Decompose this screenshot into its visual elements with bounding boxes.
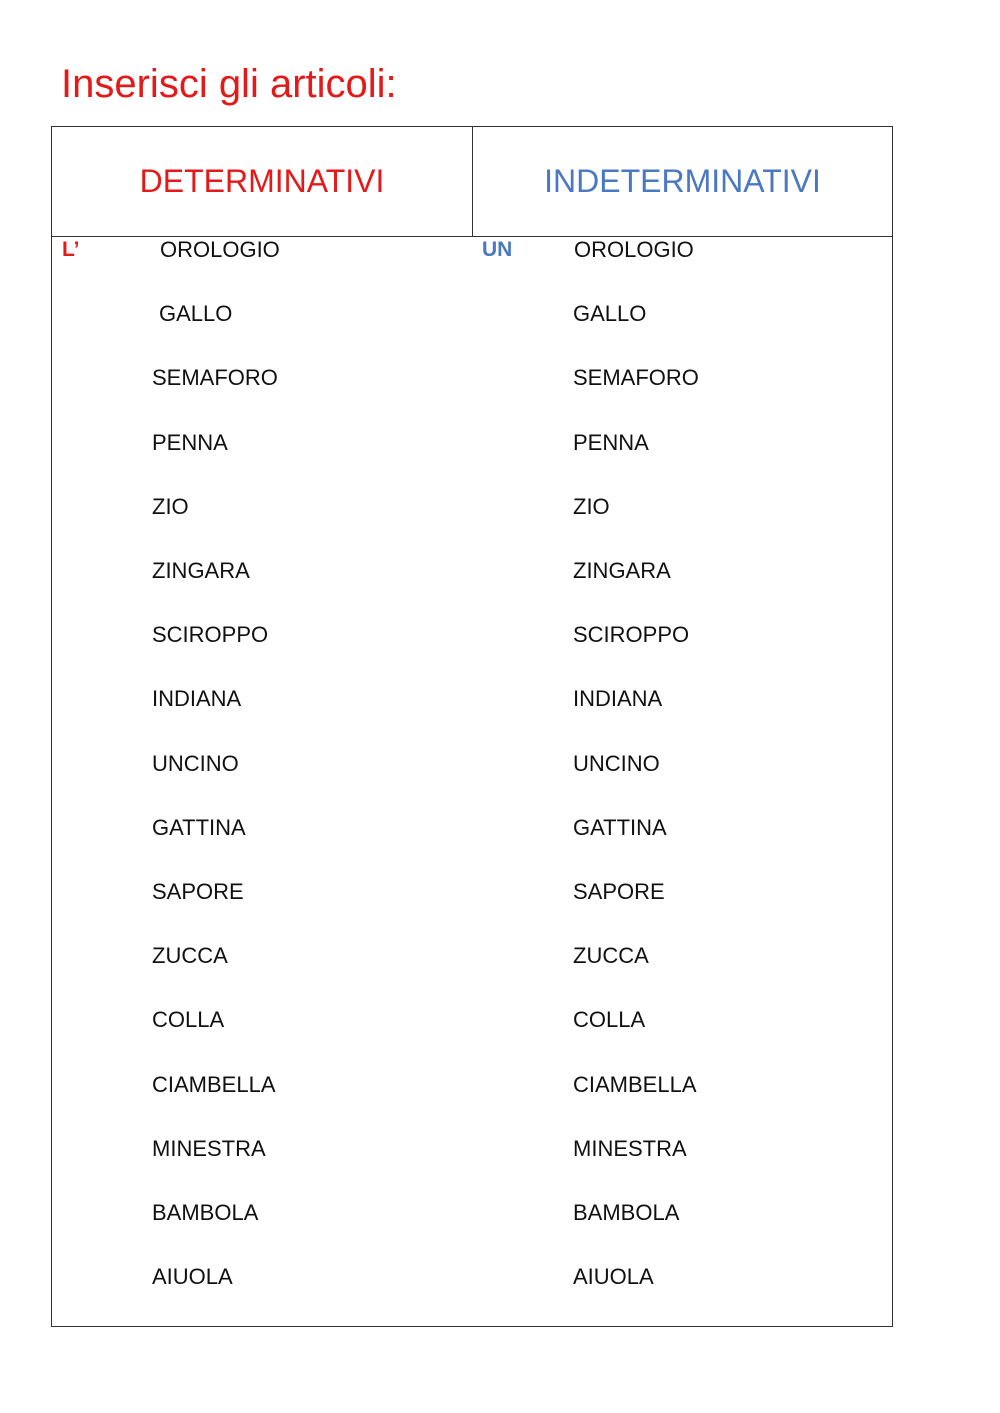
determinativi-header: DETERMINATIVI <box>52 127 473 236</box>
indeterminativi-word: SEMAFORO <box>573 365 699 390</box>
indeterminativi-word: SCIROPPO <box>573 622 690 647</box>
determinativi-word: AIUOLA <box>152 1264 233 1289</box>
table-header-row <box>52 127 892 237</box>
indeterminativi-word: GALLO <box>573 301 647 326</box>
indeterminativi-word: PENNA <box>573 430 649 455</box>
indeterminativi-word: BAMBOLA <box>573 1200 680 1225</box>
indeterminativi-word: OROLOGIO <box>574 237 694 262</box>
indeterminativi-word: COLLA <box>573 1007 646 1032</box>
determinativi-word: OROLOGIO <box>160 237 280 262</box>
indeterminativi-word: ZINGARA <box>573 558 671 583</box>
indeterminativi-word: MINESTRA <box>573 1136 687 1161</box>
indeterminativi-word: GATTINA <box>573 815 667 840</box>
indeterminativi-word: INDIANA <box>573 686 663 711</box>
determinativi-word: SEMAFORO <box>152 365 278 390</box>
determinativi-word: ZINGARA <box>152 558 250 583</box>
determinativi-word: PENNA <box>152 430 228 455</box>
determinativi-word: SAPORE <box>152 879 244 904</box>
determinativi-word: ZIO <box>152 494 189 519</box>
indeterminativi-word: AIUOLA <box>573 1264 654 1289</box>
determinativi-word: GATTINA <box>152 815 246 840</box>
determinativi-word: ZUCCA <box>152 943 228 968</box>
indeterminativi-header: INDETERMINATIVI <box>544 163 821 199</box>
page-title: Inserisci gli articoli: <box>61 62 397 106</box>
determinativi-word: CIAMBELLA <box>152 1072 276 1097</box>
determinativi-word: UNCINO <box>152 751 239 776</box>
indeterminativi-example-article: UN <box>482 238 513 261</box>
determinativi-word: MINESTRA <box>152 1136 266 1161</box>
determinativi-word: COLLA <box>152 1007 225 1032</box>
determinativi-word: SCIROPPO <box>152 622 269 647</box>
articles-table <box>51 126 893 1327</box>
determinativi-word: INDIANA <box>152 686 242 711</box>
determinativi-word: GALLO <box>159 301 233 326</box>
determinativi-word: BAMBOLA <box>152 1200 259 1225</box>
indeterminativi-word: ZIO <box>573 494 610 519</box>
indeterminativi-word: SAPORE <box>573 879 665 904</box>
indeterminativi-word: UNCINO <box>573 751 660 776</box>
indeterminativi-word: CIAMBELLA <box>573 1072 697 1097</box>
determinativi-example-article: L’ <box>62 238 80 261</box>
indeterminativi-word: ZUCCA <box>573 943 649 968</box>
